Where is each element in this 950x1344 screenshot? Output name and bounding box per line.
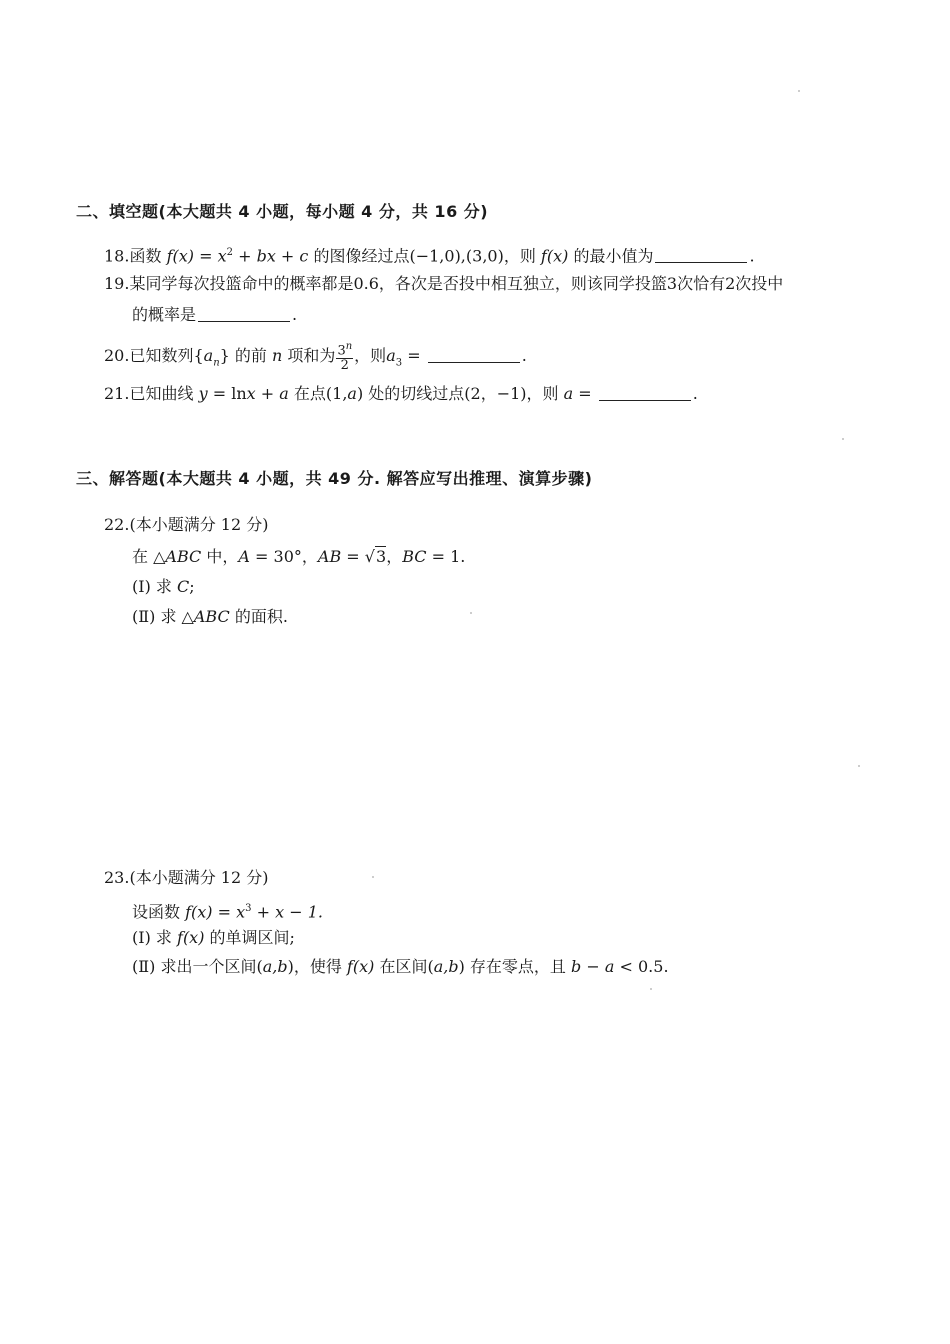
q21-answer-blank[interactable] bbox=[599, 384, 691, 401]
q22-text-1: 在 △ bbox=[132, 547, 166, 566]
q20-a: a bbox=[203, 346, 214, 366]
q19-line-1: 某同学每次投篮命中的概率都是0.6，各次是否投中相互独立，则该同学投篮3次恰有2次投中 bbox=[129, 274, 784, 293]
q23-part2-text-2: )，使得 bbox=[287, 957, 342, 976]
q18-text-3: 的最小值为 bbox=[573, 246, 654, 266]
question-19-cont bbox=[132, 304, 297, 326]
question-23-header: 23.(本小题满分 12 分) bbox=[104, 868, 269, 887]
q20-frac-num: 3 bbox=[337, 343, 346, 359]
q22-text-5: ， bbox=[386, 547, 403, 566]
q21-number: 21. bbox=[104, 384, 130, 403]
scan-speck bbox=[650, 988, 652, 990]
question-20 bbox=[104, 340, 527, 378]
scan-speck bbox=[372, 876, 374, 878]
q22-BC: BC bbox=[402, 547, 427, 566]
q22-text-6: = 1. bbox=[431, 547, 466, 566]
q22-part1-var: C bbox=[177, 577, 190, 596]
q21-a: a bbox=[279, 384, 289, 403]
question-22-header: 22.(本小题满分 12 分) bbox=[104, 515, 269, 534]
q22-AB: AB bbox=[317, 547, 342, 566]
question-19 bbox=[104, 273, 783, 295]
q18-answer-blank[interactable] bbox=[655, 246, 747, 263]
q18-end: . bbox=[749, 246, 755, 266]
q20-text-1: 已知数列{ bbox=[129, 346, 204, 366]
q19-number: 19. bbox=[104, 274, 130, 293]
q20-sub-3: 3 bbox=[395, 357, 403, 369]
scan-speck bbox=[842, 438, 844, 440]
q18-fx2: f(x) bbox=[540, 246, 569, 266]
scan-speck bbox=[470, 612, 472, 614]
q20-end: . bbox=[521, 346, 527, 366]
q23-eq: = x bbox=[217, 902, 246, 922]
q21-x: x bbox=[246, 384, 256, 403]
q20-n: n bbox=[272, 346, 283, 366]
q20-text-2: } 的前 bbox=[219, 346, 267, 366]
q23-part2-ab2: a,b bbox=[433, 957, 459, 976]
q18-number: 18. bbox=[104, 246, 130, 266]
q23-part2-a: a bbox=[604, 957, 615, 976]
q18-fx: f(x) bbox=[166, 246, 194, 266]
question-22-statement bbox=[132, 546, 465, 568]
q19-answer-blank[interactable] bbox=[198, 305, 290, 322]
q20-text-4: ，则 bbox=[354, 346, 387, 366]
q23-part2-text-4: ) 存在零点，且 bbox=[458, 957, 566, 976]
question-23-part-1 bbox=[132, 927, 295, 949]
q20-text-3: 项和为 bbox=[287, 346, 336, 366]
q20-number: 20. bbox=[104, 346, 130, 366]
q20-a3: a bbox=[386, 346, 396, 366]
q20-fraction bbox=[336, 340, 353, 373]
q23-part2-text: 求出一个区间( bbox=[160, 957, 263, 976]
scan-speck bbox=[858, 765, 860, 767]
q23-fx: f(x) bbox=[185, 902, 213, 922]
q21-end: . bbox=[692, 384, 698, 403]
q22-part2-text: 求 △ bbox=[160, 607, 194, 626]
q23-part2-fx: f(x) bbox=[346, 957, 375, 976]
q20-eq: = bbox=[407, 346, 421, 366]
q22-A: A bbox=[238, 547, 250, 566]
q22-text-4: = bbox=[346, 547, 360, 566]
q21-plus: + bbox=[260, 384, 275, 403]
q20-answer-blank[interactable] bbox=[428, 346, 520, 363]
q18-text-2: 的图像经过点(−1,0),(3,0)，则 bbox=[313, 246, 536, 266]
q21-eq: = ln bbox=[212, 384, 247, 403]
section-2-title: 二、填空题(本大题共 4 小题，每小题 4 分，共 16 分) bbox=[76, 202, 489, 221]
q21-text-3: ) 处的切线过点(2，−1)，则 bbox=[356, 384, 559, 403]
q22-part2-end: 的面积. bbox=[234, 607, 288, 626]
q22-part2-label: (Ⅱ) bbox=[132, 607, 156, 626]
q22-part1-end: ; bbox=[189, 577, 195, 596]
scan-speck bbox=[798, 90, 800, 92]
section-3-title: 三、解答题(本大题共 4 小题，共 49 分. 解答应写出推理、演算步骤) bbox=[76, 469, 593, 488]
q23-part1-end: 的单调区间; bbox=[209, 928, 295, 947]
q21-eq2: = bbox=[578, 384, 592, 403]
question-21 bbox=[104, 383, 698, 405]
q22-text-2: 中， bbox=[206, 547, 239, 566]
q20-frac-exp: n bbox=[345, 341, 353, 352]
q22-part2-var: ABC bbox=[193, 607, 230, 626]
question-22-part-1 bbox=[132, 576, 195, 598]
q23-part2-text-3: 在区间( bbox=[379, 957, 434, 976]
q22-part1-label: (Ⅰ) bbox=[132, 577, 151, 596]
question-23-part-2 bbox=[132, 956, 669, 978]
q23-text-1: 设函数 bbox=[132, 902, 181, 922]
q18-eq: = x bbox=[199, 246, 227, 266]
q23-part1-label: (Ⅰ) bbox=[132, 928, 151, 947]
q22-text-3: = 30°， bbox=[255, 547, 318, 566]
q21-text-2: 在点(1, bbox=[293, 384, 348, 403]
q18-rest: + bx + c bbox=[238, 246, 309, 266]
q21-a3: a bbox=[563, 384, 574, 403]
question-18 bbox=[104, 242, 755, 267]
q22-sqrt-value: 3 bbox=[376, 547, 387, 566]
q18-exp: 2 bbox=[226, 247, 233, 258]
question-23-statement bbox=[132, 898, 323, 923]
q23-part2-end: < 0.5. bbox=[619, 957, 669, 976]
q23-part2-minus: − bbox=[586, 957, 600, 976]
q22-sqrt-sign: √ bbox=[364, 547, 375, 566]
q23-part1-fx: f(x) bbox=[177, 928, 205, 947]
q23-exp: 3 bbox=[245, 903, 252, 914]
q21-a2: a bbox=[347, 384, 357, 403]
q18-text-1: 函数 bbox=[129, 246, 162, 266]
q22-part1-text: 求 bbox=[155, 577, 172, 596]
q23-part1-text: 求 bbox=[155, 928, 172, 947]
q19-end: . bbox=[292, 305, 298, 324]
q20-sub-n: n bbox=[213, 357, 220, 369]
q21-text-1: 已知曲线 bbox=[129, 384, 194, 403]
q23-part2-b: b bbox=[571, 957, 582, 976]
q23-part2-label: (Ⅱ) bbox=[132, 957, 156, 976]
question-22-part-2 bbox=[132, 606, 288, 628]
q23-part2-ab: a,b bbox=[262, 957, 288, 976]
q19-line-2: 的概率是 bbox=[132, 305, 197, 324]
q20-frac-den: 2 bbox=[340, 358, 349, 374]
q23-rest: + x − 1. bbox=[256, 902, 323, 922]
q22-abc: ABC bbox=[165, 547, 202, 566]
q21-y: y bbox=[198, 384, 208, 403]
